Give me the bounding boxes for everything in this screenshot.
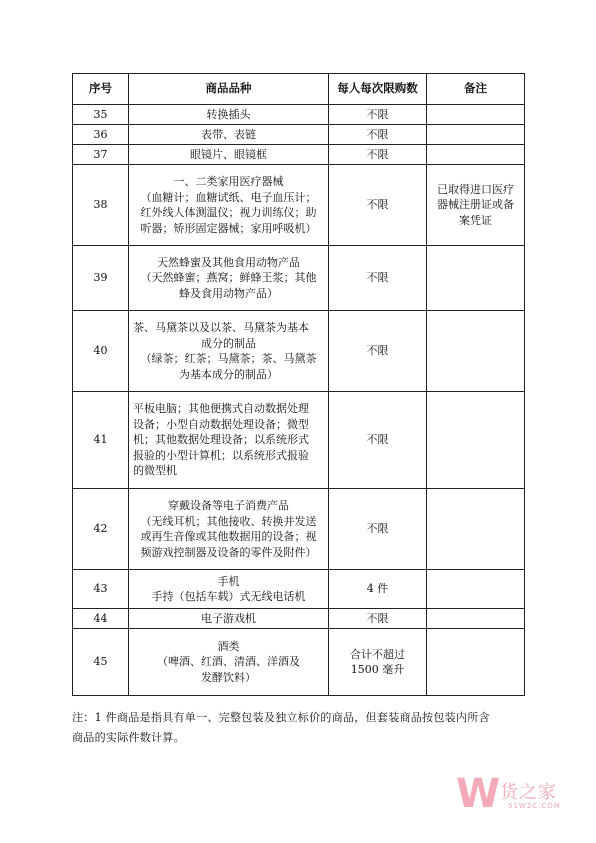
cell-seq: 45	[73, 629, 129, 696]
cell-product-line: 茶、马黛茶以及以茶、马黛茶为基本	[133, 321, 309, 334]
footnote	[72, 708, 524, 748]
cell-remark	[427, 570, 525, 609]
cell-product	[129, 311, 329, 392]
cell-limit-line: 不限	[366, 147, 389, 161]
watermark-text: 货之家	[500, 782, 557, 803]
cell-remark	[427, 311, 525, 392]
cell-product	[129, 489, 329, 570]
table-row	[73, 570, 525, 609]
cell-limit	[329, 165, 427, 246]
cell-remark	[427, 165, 525, 246]
header-seq: 序号	[73, 74, 129, 105]
cell-product-line: 听器；矫形固定器械；家用呼吸机）	[140, 221, 317, 235]
cell-seq: 35	[73, 105, 129, 125]
cell-limit-line: 4 件	[366, 582, 389, 596]
cell-limit-line: 不限	[366, 344, 389, 358]
cell-product-line: （血糖计；血糖试纸、电子血压计；	[140, 190, 317, 204]
header-limit: 每人每次限购数	[329, 74, 427, 105]
cell-product-line: 报验的小型计算机；以系统形式报验	[133, 448, 309, 462]
cell-seq: 44	[73, 609, 129, 629]
cell-remark-line: 器械注册证或备	[437, 198, 514, 212]
cell-seq: 37	[73, 145, 129, 165]
cell-product	[129, 105, 329, 125]
cell-product-line: 天然蜂蜜及其他食用动物产品	[157, 255, 300, 269]
cell-remark	[427, 392, 525, 489]
cell-product	[129, 609, 329, 629]
cell-product-line: 成分的制品	[201, 336, 256, 350]
cell-limit	[329, 246, 427, 311]
cell-product	[129, 145, 329, 165]
cell-limit	[329, 392, 427, 489]
cell-limit-line: 1500 毫升	[350, 663, 405, 676]
cell-product-line: 表带、表链	[201, 127, 256, 141]
cell-product-line: 机；其他数据处理设备；以系统形式	[133, 433, 309, 447]
cell-seq: 40	[73, 311, 129, 392]
cell-remark	[427, 105, 525, 125]
cell-seq: 38	[73, 165, 129, 246]
cell-product-line: 一、二类家用医疗器械	[173, 175, 284, 188]
table-row	[73, 311, 525, 392]
cell-product-line: 穿戴设备等电子消费产品	[168, 499, 289, 512]
table-row	[73, 489, 525, 570]
cell-product-line: 或再生音像或其他数据用的设备；视	[140, 530, 317, 543]
cell-seq: 36	[73, 125, 129, 145]
cell-product-line: 蜂及食用动物产品）	[179, 286, 278, 300]
header-remark: 备注	[427, 74, 525, 105]
cell-limit	[329, 629, 427, 696]
cell-limit	[329, 311, 427, 392]
cell-product-line: 平板电脑；其他便携式自动数据处理	[133, 402, 309, 416]
cell-product-line: （啤酒、红酒、清酒、洋酒及	[157, 655, 300, 669]
cell-product-line: 手机	[217, 574, 240, 588]
cell-seq: 42	[73, 489, 129, 570]
cell-limit	[329, 489, 427, 570]
watermark-logo	[454, 772, 574, 822]
footnote-line: 注：1 件商品是指具有单一、完整包装及独立标价的商品，但套装商品按包装内所含	[72, 711, 490, 724]
cell-remark-line: 案凭证	[459, 213, 492, 227]
watermark-subtext: 51W2C.COM	[508, 802, 561, 810]
cell-seq: 41	[73, 392, 129, 489]
table-row	[73, 165, 525, 246]
cell-limit	[329, 125, 427, 145]
cell-limit	[329, 145, 427, 165]
cell-limit-line: 不限	[366, 611, 389, 625]
table-row	[73, 629, 525, 696]
cell-limit	[329, 105, 427, 125]
cell-remark	[427, 125, 525, 145]
table-row	[73, 125, 525, 145]
cell-limit-line: 不限	[366, 107, 389, 121]
table-row	[73, 105, 525, 125]
cell-remark	[427, 246, 525, 311]
table-row	[73, 145, 525, 165]
cell-limit-line: 不限	[366, 522, 389, 536]
cell-product-line: 红外线人体测温仪；视力训练仪；助	[140, 206, 317, 219]
table-header-row	[73, 74, 525, 105]
cell-product-line: 为基本成分的制品）	[179, 367, 278, 381]
cell-product	[129, 165, 329, 246]
table-row	[73, 392, 525, 489]
purchase-limit-table	[72, 73, 525, 696]
cell-limit-line: 不限	[366, 198, 389, 212]
cell-product-line: 的微型机	[133, 464, 177, 478]
cell-product-line: 转换插头	[206, 107, 251, 121]
cell-product-line: 手持（包括车载）式无线电话机	[151, 590, 306, 603]
cell-product-line: （天然蜂蜜；燕窝；鲜蜂王浆；其他	[140, 271, 317, 285]
cell-limit-line: 合计不超过	[350, 647, 405, 661]
cell-product	[129, 629, 329, 696]
cell-limit	[329, 609, 427, 629]
cell-product-line: 发酵饮料）	[201, 670, 256, 684]
cell-limit-line: 不限	[366, 433, 389, 447]
cell-product	[129, 570, 329, 609]
footnote-line: 商品的实际件数计算。	[72, 731, 185, 744]
cell-remark-line: 已取得进口医疗	[437, 182, 514, 196]
cell-remark	[427, 629, 525, 696]
cell-remark	[427, 145, 525, 165]
cell-limit-line: 不限	[366, 127, 389, 141]
cell-product-line: （无线耳机；其他接收、转换并发送	[140, 514, 317, 528]
cell-remark	[427, 489, 525, 570]
cell-seq: 39	[73, 246, 129, 311]
cell-product	[129, 392, 329, 489]
cell-product-line: （绿茶；红茶；马黛茶；茶、马黛茶	[140, 352, 317, 365]
cell-remark	[427, 609, 525, 629]
cell-product	[129, 125, 329, 145]
table-row	[73, 246, 525, 311]
table-row	[73, 609, 525, 629]
cell-product-line: 频游戏控制器及设备的零件及附件）	[140, 545, 317, 559]
cell-seq: 43	[73, 570, 129, 609]
watermark-w-icon: W	[456, 771, 501, 817]
table-body	[73, 105, 525, 696]
cell-product-line: 设备；小型自动数据处理设备；微型	[133, 417, 309, 431]
cell-limit-line: 不限	[366, 271, 389, 285]
header-product: 商品品种	[129, 74, 329, 105]
cell-product-line: 眼镜片、眼镜框	[190, 147, 267, 161]
cell-product	[129, 246, 329, 311]
cell-product-line: 酒类	[217, 639, 240, 653]
cell-limit	[329, 570, 427, 609]
cell-product-line: 电子游戏机	[201, 611, 256, 625]
